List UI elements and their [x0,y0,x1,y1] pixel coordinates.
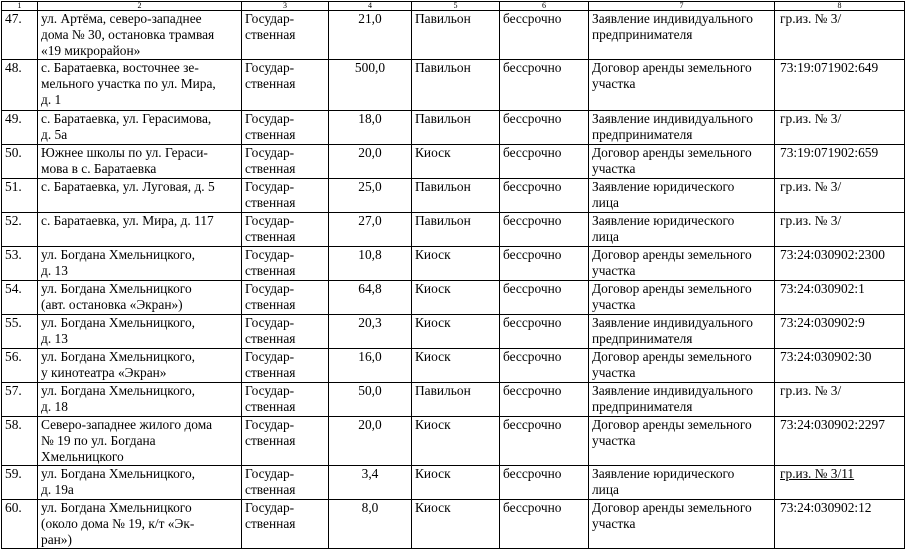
cell-address: Южнее школы по ул. Гераси- мова в с. Баратаевка [38,145,242,179]
cell-basis: Договор аренды земельного участка [589,500,775,549]
cell-basis: Договор аренды земельного участка [589,145,775,179]
table-row [2,349,905,383]
cell-cadastral: 73:19:071902:659 [775,145,905,179]
cell-object-type: Киоск [412,145,500,179]
cell-basis: Заявление юридического лица [589,179,775,213]
table-row [2,315,905,349]
cell-address: с. Баратаевка, ул. Герасимова, д. 5а [38,111,242,145]
cell-number: 57. [2,383,38,417]
cell-number: 59. [2,466,38,500]
cell-basis: Заявление индивидуального предпринимателя [589,315,775,349]
table-row [2,11,905,60]
column-number: 6 [500,2,589,11]
registry-table [1,1,905,549]
cell-area: 25,0 [329,179,412,213]
cell-cadastral: гр.из. № 3/ [775,383,905,417]
cell-ownership: Государ- ственная [242,145,329,179]
cell-area: 8,0 [329,500,412,549]
cell-object-type: Киоск [412,281,500,315]
cell-term: бессрочно [500,466,589,500]
cell-address: ул. Богдана Хмельницкого (около дома № 19, к/т «Эк- ран») [38,500,242,549]
cell-number: 56. [2,349,38,383]
column-number: 8 [775,2,905,11]
cell-term: бессрочно [500,111,589,145]
cell-ownership: Государ- ственная [242,281,329,315]
cell-term: бессрочно [500,179,589,213]
cell-number: 60. [2,500,38,549]
cell-term: бессрочно [500,247,589,281]
table-row [2,111,905,145]
cell-number: 47. [2,11,38,60]
cell-cadastral: 73:24:030902:2297 [775,417,905,466]
cell-address: Северо-западнее жилого дома № 19 по ул. Богдана Хмельницкого [38,417,242,466]
cell-area: 20,0 [329,417,412,466]
cell-address: ул. Богдана Хмельницкого, д. 13 [38,315,242,349]
cell-term: бессрочно [500,281,589,315]
cell-area: 500,0 [329,60,412,111]
cell-object-type: Киоск [412,349,500,383]
column-number: 1 [2,2,38,11]
cell-object-type: Павильон [412,11,500,60]
cell-number: 48. [2,60,38,111]
column-number: 7 [589,2,775,11]
cell-address: ул. Богдана Хмельницкого, д. 18 [38,383,242,417]
cell-number: 55. [2,315,38,349]
cell-ownership: Государ- ственная [242,383,329,417]
table-row [2,417,905,466]
cell-area: 27,0 [329,213,412,247]
cell-address: с. Баратаевка, ул. Мира, д. 117 [38,213,242,247]
cell-address: ул. Артёма, северо-западнее дома № 30, остановка трамвая «19 микрорайон» [38,11,242,60]
cell-basis: Договор аренды земельного участка [589,281,775,315]
cell-address: ул. Богдана Хмельницкого (авт. остановка «Экран») [38,281,242,315]
cell-object-type: Павильон [412,383,500,417]
cell-term: бессрочно [500,349,589,383]
cell-term: бессрочно [500,383,589,417]
cell-address: с. Баратаевка, ул. Луговая, д. 5 [38,179,242,213]
cell-address: ул. Богдана Хмельницкого, у кинотеатра «Экран» [38,349,242,383]
cell-term: бессрочно [500,60,589,111]
cell-object-type: Киоск [412,500,500,549]
cell-object-type: Павильон [412,179,500,213]
table-row [2,179,905,213]
cell-cadastral: гр.из. № 3/ [775,213,905,247]
cell-cadastral: 73:24:030902:1 [775,281,905,315]
cell-basis: Договор аренды земельного участка [589,349,775,383]
cell-number: 51. [2,179,38,213]
cell-number: 58. [2,417,38,466]
cell-ownership: Государ- ственная [242,11,329,60]
cell-address: ул. Богдана Хмельницкого, д. 19а [38,466,242,500]
cell-area: 10,8 [329,247,412,281]
column-number: 3 [242,2,329,11]
cell-ownership: Государ- ственная [242,213,329,247]
cell-cadastral: гр.из. № 3/11 [775,466,905,500]
cell-number: 49. [2,111,38,145]
cell-ownership: Государ- ственная [242,247,329,281]
table-row [2,383,905,417]
column-number: 5 [412,2,500,11]
table-row [2,247,905,281]
cell-basis: Заявление индивидуального предпринимателя [589,111,775,145]
cell-object-type: Киоск [412,466,500,500]
cell-cadastral: 73:19:071902:649 [775,60,905,111]
cell-ownership: Государ- ственная [242,315,329,349]
cell-basis: Договор аренды земельного участка [589,417,775,466]
cell-number: 50. [2,145,38,179]
cell-address: с. Баратаевка, восточнее зе- мельного участка по ул. Мира, д. 1 [38,60,242,111]
cell-object-type: Киоск [412,247,500,281]
cell-cadastral: 73:24:030902:12 [775,500,905,549]
cell-cadastral: 73:24:030902:9 [775,315,905,349]
table-row [2,500,905,549]
cell-ownership: Государ- ственная [242,349,329,383]
column-number-row [2,2,905,11]
cell-term: бессрочно [500,213,589,247]
table-row [2,466,905,500]
cell-cadastral: 73:24:030902:30 [775,349,905,383]
cell-area: 64,8 [329,281,412,315]
cell-ownership: Государ- ственная [242,466,329,500]
cell-area: 21,0 [329,11,412,60]
cell-term: бессрочно [500,145,589,179]
cell-cadastral: гр.из. № 3/ [775,11,905,60]
cell-basis: Заявление юридического лица [589,213,775,247]
cell-basis: Заявление индивидуального предпринимателя [589,383,775,417]
cell-object-type: Киоск [412,417,500,466]
cell-ownership: Государ- ственная [242,111,329,145]
cell-address: ул. Богдана Хмельницкого, д. 13 [38,247,242,281]
table-row [2,281,905,315]
cell-area: 16,0 [329,349,412,383]
cell-ownership: Государ- ственная [242,179,329,213]
cell-term: бессрочно [500,11,589,60]
cell-basis: Заявление индивидуального предпринимателя [589,11,775,60]
cell-cadastral: гр.из. № 3/ [775,111,905,145]
cell-area: 50,0 [329,383,412,417]
cell-number: 53. [2,247,38,281]
cell-area: 18,0 [329,111,412,145]
cell-cadastral: 73:24:030902:2300 [775,247,905,281]
table-row [2,60,905,111]
column-number: 4 [329,2,412,11]
cell-area: 3,4 [329,466,412,500]
cell-ownership: Государ- ственная [242,500,329,549]
cell-ownership: Государ- ственная [242,60,329,111]
cell-number: 54. [2,281,38,315]
table-row [2,145,905,179]
table-row [2,213,905,247]
cell-basis: Договор аренды земельного участка [589,60,775,111]
cell-number: 52. [2,213,38,247]
cell-object-type: Павильон [412,111,500,145]
cell-area: 20,0 [329,145,412,179]
cell-basis: Заявление юридического лица [589,466,775,500]
cell-object-type: Киоск [412,315,500,349]
cell-ownership: Государ- ственная [242,417,329,466]
cell-cadastral: гр.из. № 3/ [775,179,905,213]
cell-object-type: Павильон [412,60,500,111]
cell-object-type: Павильон [412,213,500,247]
column-number: 2 [38,2,242,11]
cell-term: бессрочно [500,417,589,466]
cell-term: бессрочно [500,315,589,349]
cell-basis: Договор аренды земельного участка [589,247,775,281]
cell-term: бессрочно [500,500,589,549]
cell-area: 20,3 [329,315,412,349]
